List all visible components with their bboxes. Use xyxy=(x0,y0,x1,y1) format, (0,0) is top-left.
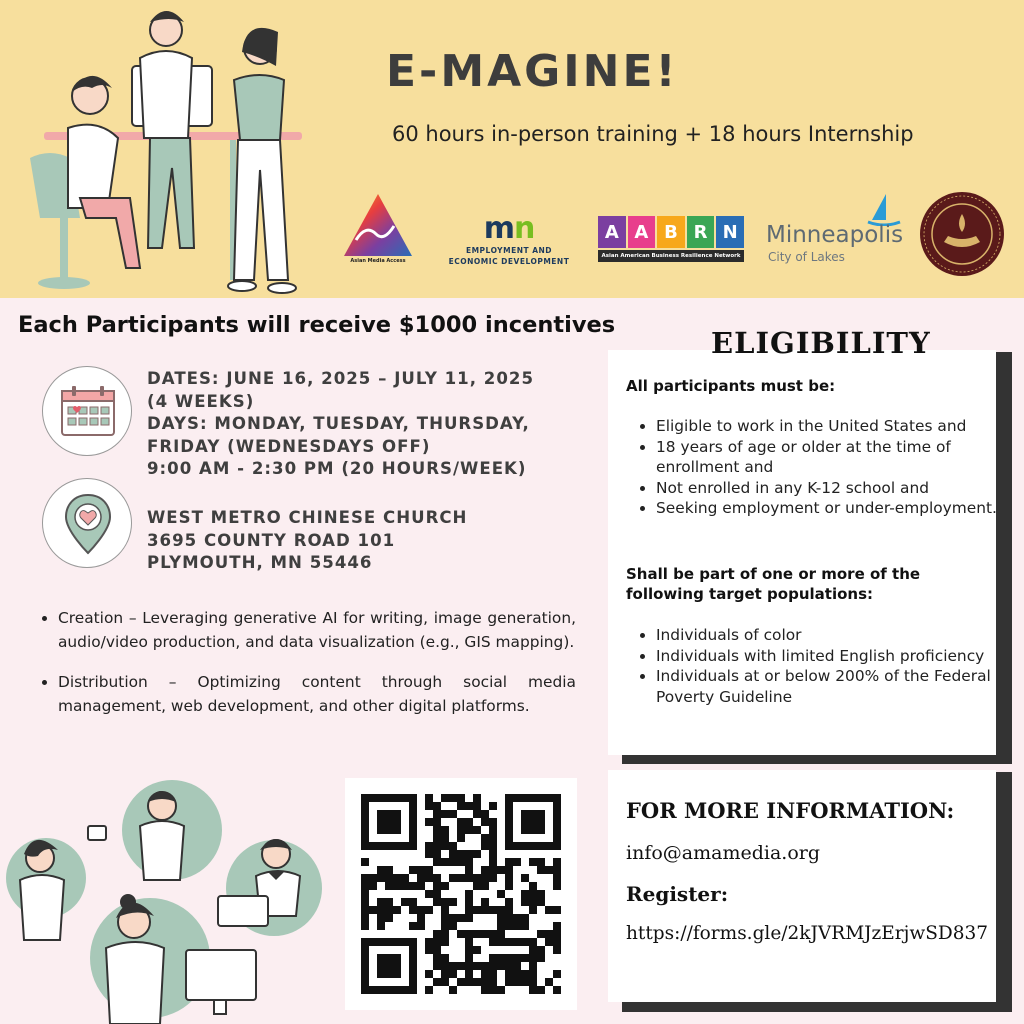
requirement-item: • Eligible to work in the United States and xyxy=(656,416,998,437)
minneapolis-logo xyxy=(766,192,906,272)
target-populations-heading: Shall be part of one or more of the following target populations: xyxy=(626,565,921,603)
aabrn-letter: R xyxy=(687,216,715,248)
ama-logo-caption: Asian Media Access xyxy=(350,258,406,264)
population-item: • Individuals of color xyxy=(656,625,998,646)
curriculum-list xyxy=(40,606,576,734)
qr-code-image xyxy=(345,778,577,1010)
schedule-details xyxy=(147,368,534,481)
program-subtitle: 60 hours in-person training + 18 hours Internship xyxy=(392,122,914,146)
minneapolis-tagline: City of Lakes xyxy=(768,250,845,264)
info-heading: FOR MORE INFORMATION: xyxy=(626,798,955,823)
schedule-line: DATES: JUNE 16, 2025 – JULY 11, 2025 xyxy=(147,369,534,388)
eligibility-heading: All participants must be: xyxy=(626,377,836,395)
register-label: Register: xyxy=(626,882,729,906)
program-title: E-MAGINE! xyxy=(386,46,679,97)
calendar-icon xyxy=(42,366,132,456)
schedule-line: DAYS: MONDAY, TUESDAY, THURSDAY, xyxy=(147,414,530,434)
schedule-line: (4 WEEKS) xyxy=(147,391,255,411)
curriculum-item: • Distribution – Optimizing content through social media management, web development, and other digital platforms. xyxy=(58,670,576,718)
schedule-line: FRIDAY (WEDNESDAYS OFF) xyxy=(147,436,431,456)
qr-code[interactable] xyxy=(345,778,577,1010)
mn-deed-logo xyxy=(438,211,580,266)
requirement-item: • Not enrolled in any K-12 school and xyxy=(656,478,998,499)
requirement-item: • 18 years of age or older at the time of enrollment and xyxy=(656,437,998,478)
address-line: 3695 COUNTY ROAD 101 xyxy=(147,530,396,550)
sailboat-icon xyxy=(866,192,902,226)
ama-logo xyxy=(342,192,414,270)
incentive-headline: Each Participants will receive $1000 incentives xyxy=(18,312,616,338)
population-item: • Individuals with limited English proficiency xyxy=(656,646,998,667)
aabrn-letter: B xyxy=(657,216,685,248)
eligibility-requirements xyxy=(638,416,998,519)
aabrn-letter: A xyxy=(598,216,626,248)
curriculum-item: • Creation – Leveraging generative AI for writing, image generation, audio/video production, and data visualization (e.g., GIS mapping). xyxy=(58,606,576,654)
aabrn-letter: N xyxy=(716,216,744,248)
hero-illustration xyxy=(20,8,350,300)
requirement-item: • Seeking employment or under-employment. xyxy=(656,498,998,519)
mn-logo-mark: mn xyxy=(483,211,535,246)
target-populations-list xyxy=(638,625,998,707)
schedule-line: 9:00 AM - 2:30 PM (20 HOURS/WEEK) xyxy=(147,459,527,479)
contact-email[interactable]: info@amamedia.org xyxy=(626,842,821,864)
eligibility-title: ELIGIBILITY xyxy=(711,326,931,360)
mn-logo-line2: ECONOMIC DEVELOPMENT xyxy=(448,257,570,266)
aabrn-caption: Asian American Business Resilience Network xyxy=(598,250,744,262)
population-item: • Individuals at or below 200% of the Federal Poverty Guideline xyxy=(656,666,998,707)
aabrn-logo xyxy=(598,216,744,268)
location-address xyxy=(147,507,467,575)
team-illustration xyxy=(0,780,340,1024)
map-pin-heart-icon xyxy=(42,478,132,568)
aabrn-letter: A xyxy=(628,216,656,248)
address-line: PLYMOUTH, MN 55446 xyxy=(147,553,373,573)
mn-logo-line1: EMPLOYMENT AND xyxy=(465,246,553,255)
register-link[interactable]: https://forms.gle/2kJVRMJzErjwSD837 xyxy=(626,923,989,944)
minneapolis-name: Minneapolis xyxy=(766,222,904,248)
global-learning-alliance-seal xyxy=(918,190,1006,278)
ama-triangle-icon xyxy=(342,192,414,258)
address-line: WEST METRO CHINESE CHURCH xyxy=(147,508,468,527)
